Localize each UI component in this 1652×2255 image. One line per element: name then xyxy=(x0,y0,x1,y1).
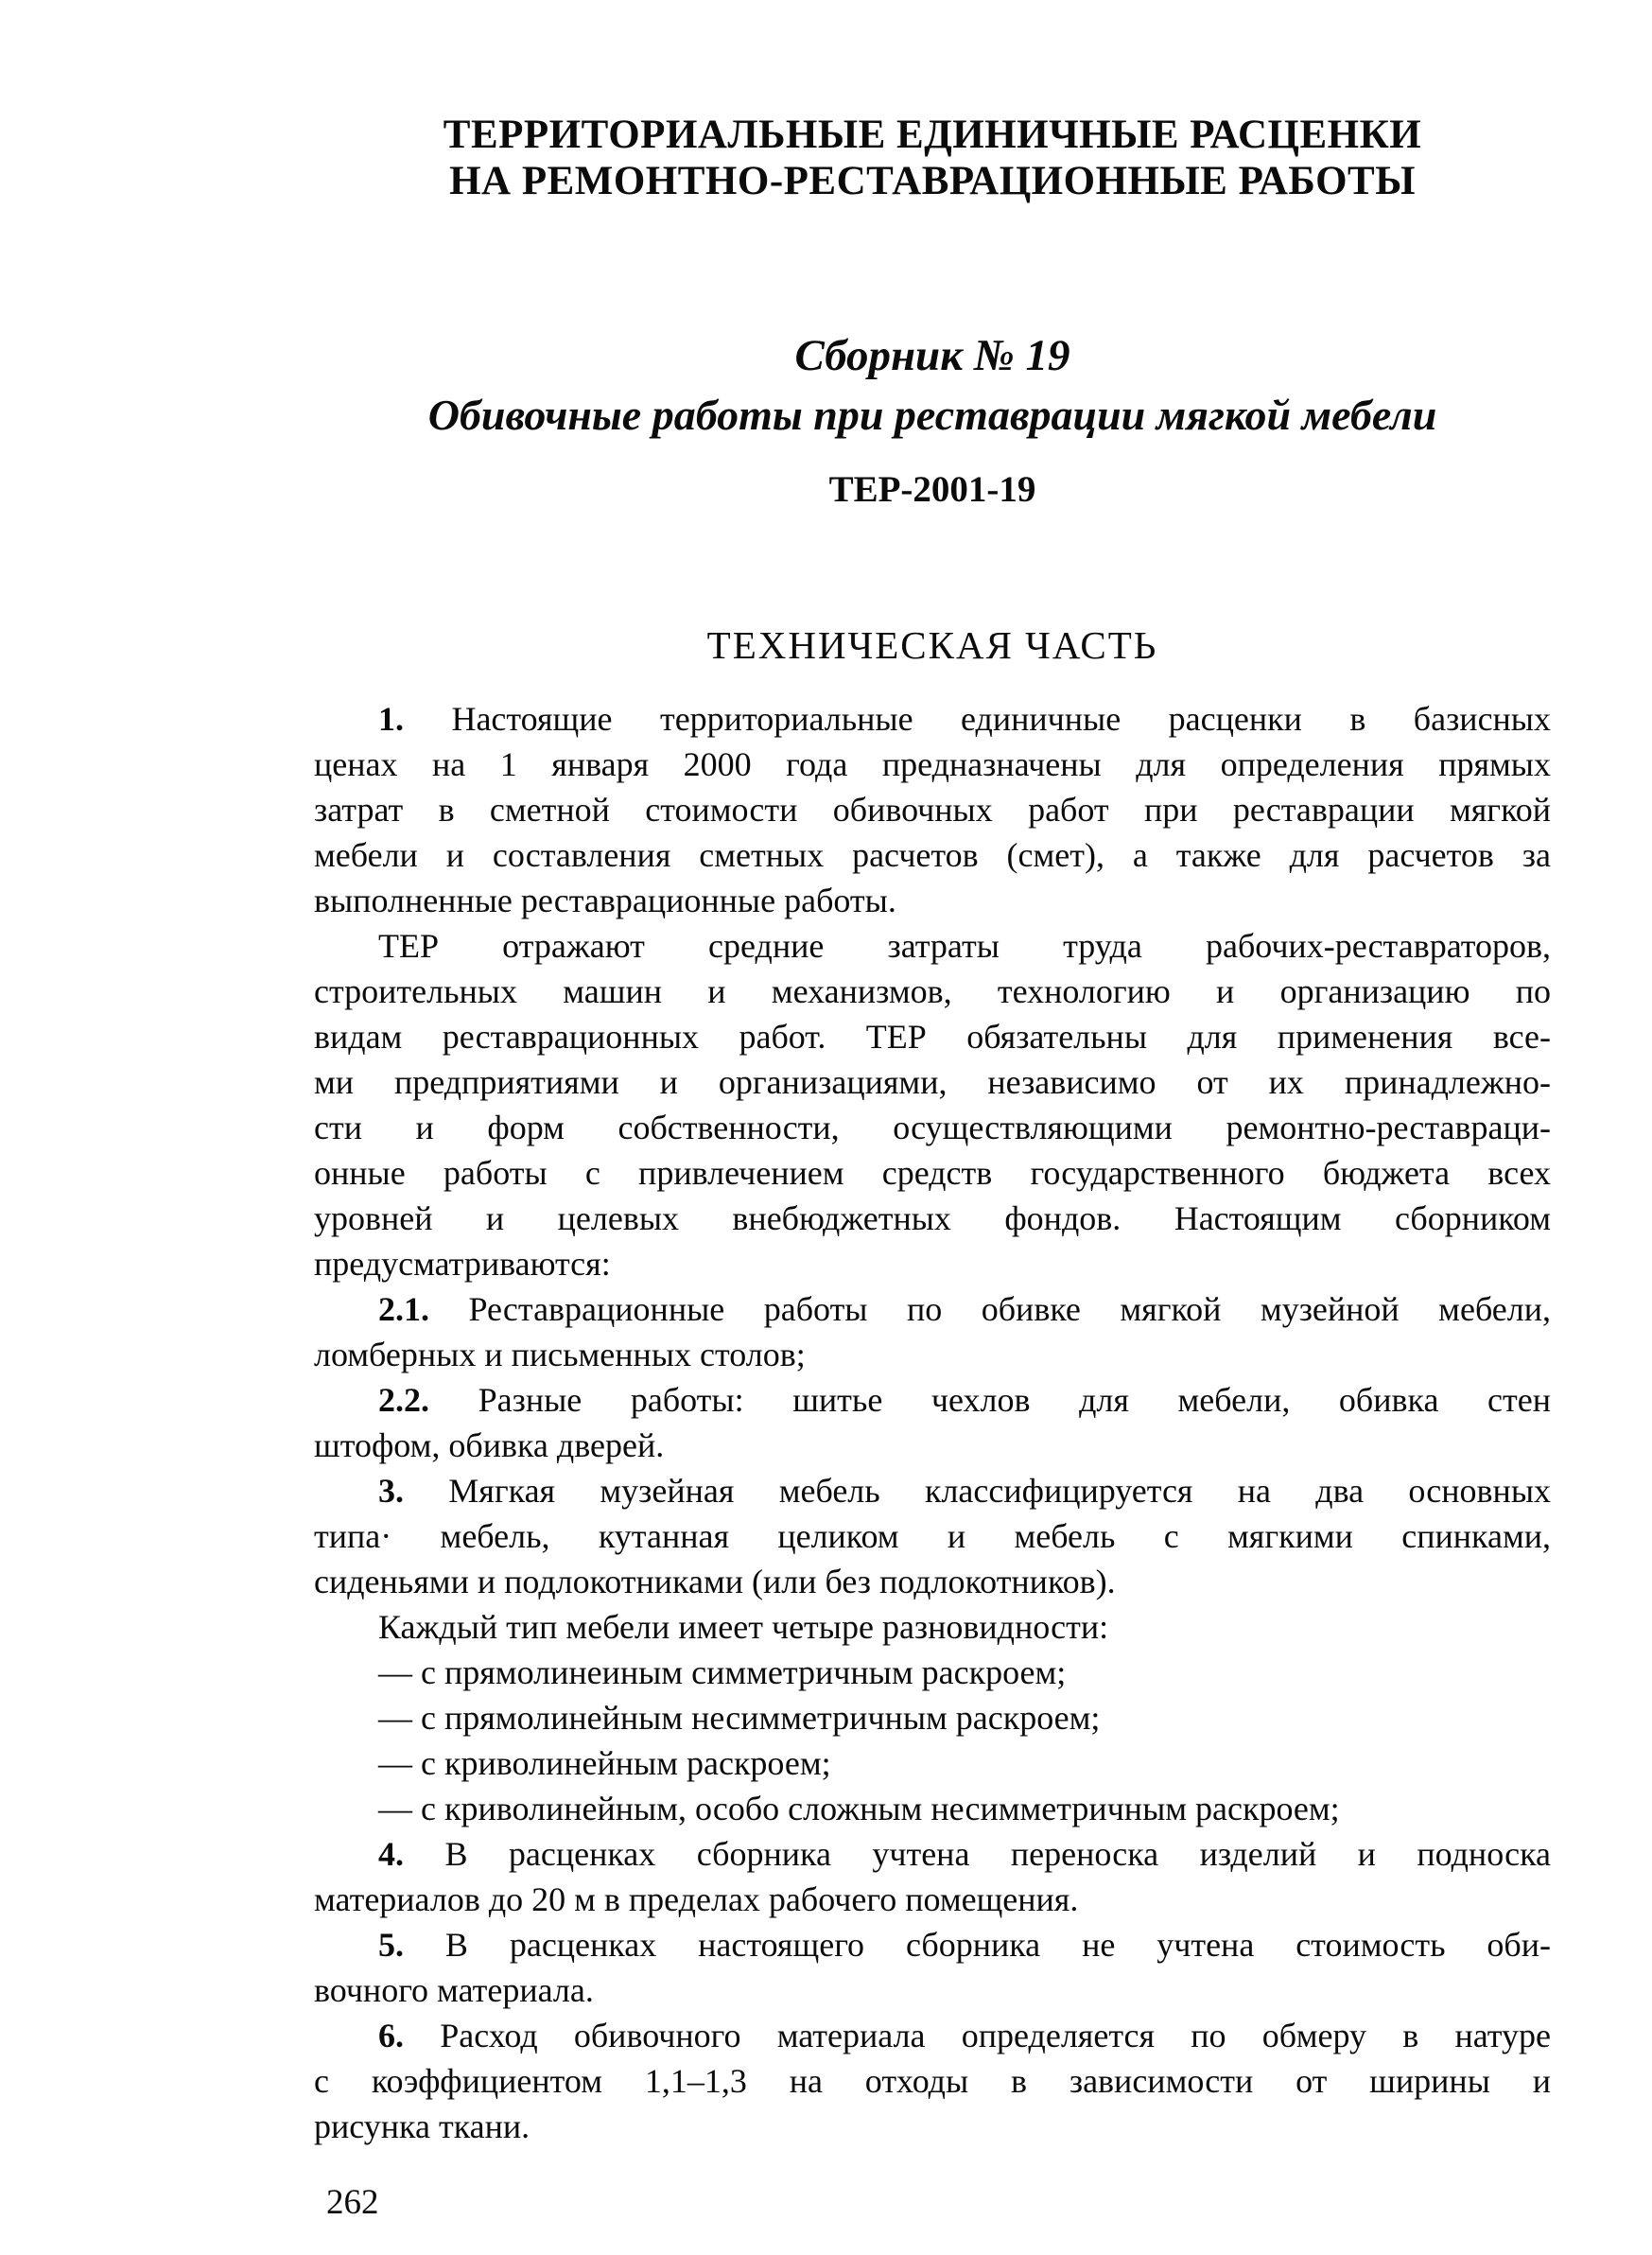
body-line: 5. В расценках настоящего сборника не учтена стоимость оби- xyxy=(378,1926,1551,1964)
paragraph-number: 2.2. xyxy=(378,1381,429,1419)
body-line: сти и форм собственности, осуществляющими ремонтно-реставраци- xyxy=(314,1109,1551,1146)
body-line: ломберных и письменных столов; xyxy=(314,1336,806,1373)
document-title xyxy=(314,112,1551,204)
body-line: штофом, обивка дверей. xyxy=(314,1426,665,1464)
body-line: с коэффициентом 1,1–1,3 на отходы в зависимости от ширины и xyxy=(314,2062,1551,2100)
body-line: ми предприятиями и организациями, независимо от их принадлежно- xyxy=(314,1063,1551,1101)
document-title-line1: ТЕРРИТОРИАЛЬНЫЕ ЕДИНИЧНЫЕ РАСЦЕНКИ xyxy=(443,113,1422,157)
body-line: онные работы с привлечением средств государственного бюджета всех xyxy=(314,1154,1551,1192)
body-line: — с прямолинеиным симметричным раскроем; xyxy=(378,1653,1067,1691)
body-line: 2.1. Реставрационные работы по обивке мягкой музейной мебели, xyxy=(378,1290,1551,1328)
body-line: 2.2. Разные работы: шитье чехлов для мебели, обивка стен xyxy=(378,1381,1551,1419)
body-line: — с криволинейным раскроем; xyxy=(378,1744,831,1782)
body-line: 1. Настоящие территориальные единичные расценки в базисных xyxy=(378,700,1551,738)
collection-number: Сборник № 19 xyxy=(794,331,1070,380)
paragraph-number: 6. xyxy=(378,2017,404,2054)
body-line: вочного материала. xyxy=(314,1971,594,2009)
body-line: — с криволинейным, особо сложным несимметричным раскроем; xyxy=(378,1790,1340,1827)
body-line: видам реставрационных работ. ТЕР обязательны для применения все- xyxy=(314,1018,1551,1056)
body-line: ценах на 1 января 2000 года предназначены для определения прямых xyxy=(314,745,1551,783)
body-line: мебели и составления сметных расчетов (смет), а также для расчетов за xyxy=(314,836,1551,874)
document-title-line2: НА РЕМОНТНО-РЕСТАВРАЦИОННЫЕ РАБОТЫ xyxy=(449,159,1416,203)
body-line: 3. Мягкая музейная мебель классифицируется на два основных xyxy=(378,1472,1551,1510)
page-number: 262 xyxy=(326,2183,379,2222)
body-line: типа· мебель, кутанная целиком и мебель с мягкими спинками, xyxy=(314,1517,1551,1555)
paragraph-number: 5. xyxy=(378,1926,404,1964)
body-line: выполненные реставрационные работы. xyxy=(314,882,896,919)
body-line: затрат в сметной стоимости обивочных работ при реставрации мягкой xyxy=(314,791,1551,829)
paragraph-number: 1. xyxy=(378,700,404,738)
body-line: 4. В расценках сборника учтена переноска изделий и подноска xyxy=(378,1835,1551,1873)
ter-code: ТЕР-2001-19 xyxy=(828,469,1036,510)
paragraph-number: 2.1. xyxy=(378,1290,429,1328)
body-line: уровней и целевых внебюджетных фондов. Настоящим сборником xyxy=(314,1199,1551,1237)
body-line: строительных машин и механизмов, технологию и организацию по xyxy=(314,972,1551,1010)
body-line: ТЕР отражают средние затраты труда рабочих-реставраторов, xyxy=(378,927,1551,965)
section-heading: ТЕХНИЧЕСКАЯ ЧАСТЬ xyxy=(706,623,1158,667)
body-line: — с прямолинейным несимметричным раскроем; xyxy=(378,1699,1101,1737)
body-line: Каждый тип мебели имеет четыре разновидности: xyxy=(378,1608,1109,1646)
body-line: сиденьями и подлокотниками (или без подлокотников). xyxy=(314,1563,1116,1600)
body-line: предусматриваются: xyxy=(314,1245,611,1283)
paragraph-number: 4. xyxy=(378,1835,404,1873)
body-line: рисунка ткани. xyxy=(314,2107,530,2145)
body-line: 6. Расход обивочного материала определяется по обмеру в натуре xyxy=(378,2017,1551,2054)
collection-subtitle: Обивочные работы при реставрации мягкой мебели xyxy=(427,391,1437,439)
technical-part-body xyxy=(314,696,1551,2149)
body-line: материалов до 20 м в пределах рабочего помещения. xyxy=(314,1880,1079,1918)
paragraph-number: 3. xyxy=(378,1472,404,1510)
